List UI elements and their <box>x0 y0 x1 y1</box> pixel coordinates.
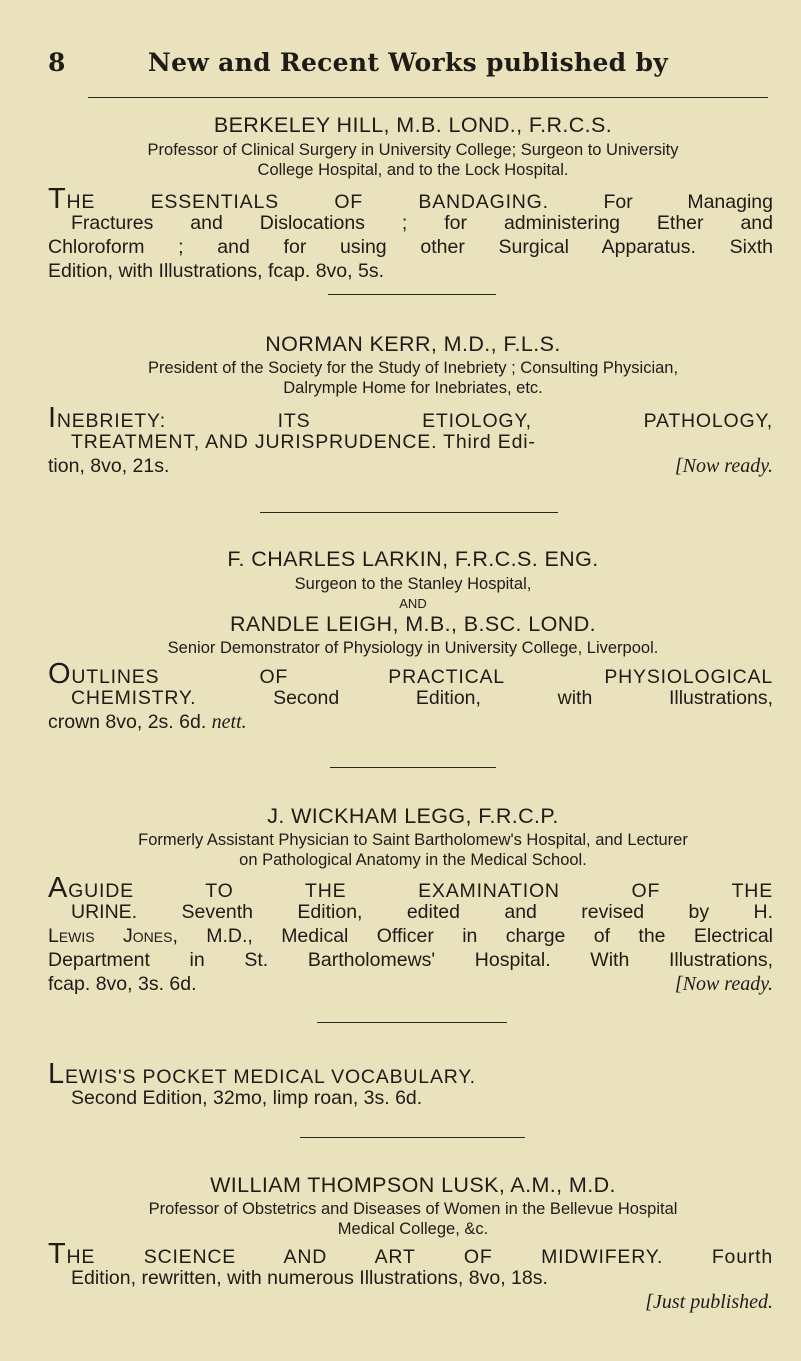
book-line: Second Edition, 32mo, limp roan, 3s. 6d. <box>71 1087 423 1109</box>
book-line <box>48 1058 773 1090</box>
drop-initial: L <box>48 1058 65 1090</box>
book-line: Chloroform ; and for using other Surgical Apparatus. Sixth <box>48 236 773 258</box>
divider-rule <box>317 1022 507 1023</box>
divider-rule <box>328 294 496 295</box>
credentials-line: Professor of Clinical Surgery in University College; Surgeon to University <box>147 141 679 159</box>
book-entry <box>48 183 773 283</box>
book-title: NEBRIETY: ITS ETIOLOGY, PATHOLOGY, <box>56 410 773 432</box>
author-name: F. CHARLES LARKIN, F.R.C.S. ENG. <box>227 547 599 571</box>
book-line <box>48 402 773 434</box>
drop-initial: I <box>48 402 57 434</box>
book-line-text: , M.D., Medical Officer in charge of the Electrical <box>172 925 773 947</box>
author-name: RANDLE LEIGH, M.B., B.SC. LOND. <box>229 612 597 636</box>
author-name: J. WICKHAM LEGG, F.R.C.P. <box>267 804 559 828</box>
book-subtitle: For Managing <box>603 191 773 213</box>
book-title: CHEMISTRY. <box>71 687 197 709</box>
author-credentials <box>48 830 778 870</box>
drop-initial: O <box>48 658 72 690</box>
page-header <box>48 48 778 77</box>
price-qualifier: nett. <box>211 711 247 733</box>
divider-rule <box>300 1137 525 1138</box>
author-credentials: Senior Demonstrator of Physiology in University College, Liverpool. <box>167 639 659 657</box>
drop-initial: T <box>48 183 67 215</box>
editor-name: Lewis Jones <box>48 925 173 947</box>
book-line <box>48 872 773 904</box>
book-entry <box>48 402 773 478</box>
book-entry <box>48 1058 773 1110</box>
availability-note: [Now ready. <box>674 973 773 995</box>
book-line <box>48 183 773 215</box>
book-entry <box>48 872 773 996</box>
credentials-line: on Pathological Anatomy in the Medical School. <box>239 851 587 869</box>
author-name: NORMAN KERR, M.D., F.L.S. <box>265 332 561 356</box>
page-number: 8 <box>48 48 66 77</box>
book-title: HE ESSENTIALS OF BANDAGING. <box>66 191 549 213</box>
book-line: Edition, rewritten, with numerous Illustrations, 8vo, 18s. <box>71 1267 548 1289</box>
author-credentials <box>48 140 778 180</box>
author-credentials <box>48 1199 778 1239</box>
drop-initial: A <box>48 872 69 904</box>
book-line <box>48 924 773 948</box>
credentials-line: Professor of Obstetrics and Diseases of Women in the Bellevue Hospital <box>148 1200 678 1218</box>
book-line-text: tion, 8vo, 21s. <box>48 455 170 477</box>
author-credentials: Surgeon to the Stanley Hospital, <box>294 575 532 593</box>
running-title: New and Recent Works published by <box>147 48 669 77</box>
book-line <box>48 1238 773 1270</box>
availability-note: [Just published. <box>645 1291 773 1313</box>
book-title: HE SCIENCE AND ART OF MIDWIFERY. Fourth <box>66 1246 773 1268</box>
book-line <box>48 710 773 734</box>
book-line: Department in St. Bartholomews' Hospital. With Illustrations, <box>48 949 773 971</box>
book-line: Edition, with Illustrations, fcap. 8vo, 5s. <box>48 260 384 282</box>
credentials-line: Medical College, &c. <box>337 1220 489 1238</box>
book-entry <box>48 1238 773 1314</box>
book-line: Fractures and Dislocations ; for administering Ether and <box>71 212 773 234</box>
availability-note: [Now ready. <box>674 455 773 477</box>
credentials-line: College Hospital, and to the Lock Hospital. <box>257 161 569 179</box>
divider-rule <box>330 767 496 768</box>
credentials-line: Formerly Assistant Physician to Saint Bartholomew's Hospital, and Lecturer <box>138 831 688 849</box>
book-line <box>48 658 773 690</box>
book-line-text: fcap. 8vo, 3s. 6d. <box>48 973 197 995</box>
conjunction: AND <box>399 596 427 611</box>
book-line-text: Second Edition, with Illustrations, <box>273 687 774 709</box>
drop-initial: T <box>48 1238 67 1270</box>
credentials-line: Dalrymple Home for Inebriates, etc. <box>283 379 543 397</box>
header-rule <box>88 97 768 98</box>
book-line-text: crown 8vo, 2s. 6d. <box>48 711 207 733</box>
book-line <box>48 972 773 996</box>
credentials-line: President of the Society for the Study of Inebriety ; Consulting Physician, <box>147 359 679 377</box>
author-credentials <box>48 358 778 398</box>
book-line: URINE. Seventh Edition, edited and revised by H. <box>71 901 773 923</box>
author-name: WILLIAM THOMPSON LUSK, A.M., M.D. <box>210 1173 616 1197</box>
book-title: EWIS'S POCKET MEDICAL VOCABULARY. <box>64 1066 476 1088</box>
book-line <box>48 1290 773 1314</box>
book-entry <box>48 658 774 734</box>
book-title: UTLINES OF PRACTICAL PHYSIOLOGICAL <box>71 666 773 688</box>
book-line: TREATMENT, AND JURISPRUDENCE. Third Edi- <box>71 431 536 453</box>
author-name: BERKELEY HILL, M.B. LOND., F.R.C.S. <box>213 113 613 137</box>
book-title: GUIDE TO THE EXAMINATION OF THE <box>68 880 773 902</box>
book-line <box>48 686 773 710</box>
divider-rule <box>260 512 558 513</box>
book-line <box>48 454 773 478</box>
